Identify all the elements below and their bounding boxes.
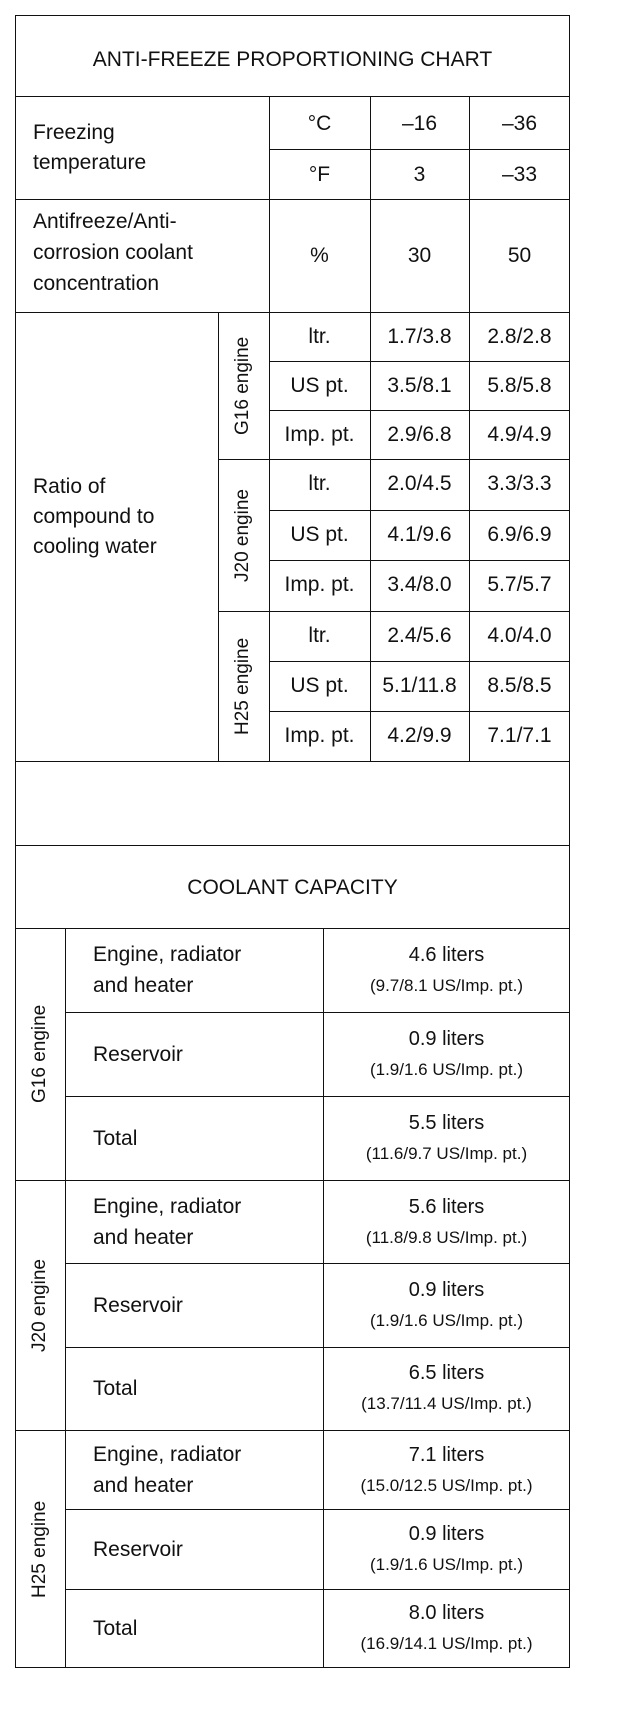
capacity-item: Reservoir xyxy=(93,1042,183,1066)
capacity-engine-rule xyxy=(15,1180,570,1181)
freeze-temp-c-50: –36 xyxy=(501,112,538,135)
ratio-unit: ltr. xyxy=(308,325,331,348)
concentration-label: concentration xyxy=(33,272,160,295)
ratio-unit: Imp. pt. xyxy=(284,573,355,597)
capacity-row-rule xyxy=(65,1263,570,1264)
capacity-pints: (1.9/1.6 US/Imp. pt.) xyxy=(369,1311,524,1330)
capacity-pints: (16.9/14.1 US/Imp. pt.) xyxy=(360,1634,533,1654)
unit-celsius: °C xyxy=(307,112,332,135)
engine-label-j20-engine: J20 engine xyxy=(232,488,253,582)
capacity-engine-rule xyxy=(15,1430,570,1431)
ratio-value-30: 5.1/11.8 xyxy=(382,674,457,697)
capacity-engine-label-g16-engine: G16 engine xyxy=(29,1004,50,1103)
capacity-pints: (9.7/8.1 US/Imp. pt.) xyxy=(369,976,524,995)
capacity-liters: 7.1 liters xyxy=(408,1443,485,1466)
ratio-unit: US pt. xyxy=(290,674,349,697)
ratio-value-50: 2.8/2.8 xyxy=(487,325,552,348)
capacity-liters: 0.9 liters xyxy=(408,1028,485,1050)
ratio-label: cooling water xyxy=(33,535,157,558)
ratio-unit: US pt. xyxy=(290,374,349,397)
capacity-liters: 8.0 liters xyxy=(408,1602,485,1625)
capacity-item: and heater xyxy=(93,1225,194,1249)
ratio-value-50: 7.1/7.1 xyxy=(487,724,552,747)
capacity-row-rule xyxy=(65,1347,570,1348)
capacity-pints: (1.9/1.6 US/Imp. pt.) xyxy=(369,1555,524,1574)
unit-column-rule xyxy=(269,96,270,761)
freezing-temperature-label: Freezing xyxy=(33,121,115,144)
ratio-value-50: 5.7/5.7 xyxy=(487,573,552,597)
ratio-unit: ltr. xyxy=(308,624,331,647)
capacity-pints: (15.0/12.5 US/Imp. pt.) xyxy=(360,1475,533,1495)
capacity-item: and heater xyxy=(93,974,194,997)
capacity-pints: (11.8/9.8 US/Imp. pt.) xyxy=(365,1227,528,1247)
ratio-value-50: 6.9/6.9 xyxy=(487,522,552,546)
capacity-liters: 5.6 liters xyxy=(408,1195,485,1218)
ratio-unit: Imp. pt. xyxy=(284,423,355,446)
antifreeze-title: ANTI-FREEZE PROPORTIONING CHART xyxy=(92,48,493,71)
ratio-unit: ltr. xyxy=(308,472,331,495)
capacity-engine-label-j20-engine: J20 engine xyxy=(29,1258,50,1352)
capacity-engine-column-rule xyxy=(65,928,66,1668)
engine-column-rule xyxy=(218,312,219,761)
freeze-temp-f-30: 3 xyxy=(413,163,426,186)
ratio-value-30: 2.0/4.5 xyxy=(387,472,452,495)
capacity-liters: 0.9 liters xyxy=(408,1523,485,1545)
capacity-row-rule xyxy=(65,1509,570,1510)
ratio-value-50: 3.3/3.3 xyxy=(487,472,552,495)
concentration-label: corrosion coolant xyxy=(33,241,193,264)
capacity-pints: (1.9/1.6 US/Imp. pt.) xyxy=(369,1060,524,1079)
capacity-item: and heater xyxy=(93,1473,194,1497)
capacity-item: Total xyxy=(93,1376,138,1400)
capacity-item: Total xyxy=(93,1126,138,1150)
capacity-item: Total xyxy=(93,1616,138,1640)
ratio-unit: Imp. pt. xyxy=(284,724,355,747)
concentration-label: Antifreeze/Anti- xyxy=(33,210,177,233)
value-50-column-rule xyxy=(469,96,470,761)
capacity-title-rule xyxy=(15,928,570,929)
unit-fahrenheit: °F xyxy=(308,163,331,186)
ratio-value-30: 3.4/8.0 xyxy=(387,573,452,597)
engine-label-h25-engine: H25 engine xyxy=(232,637,253,735)
freezing-temperature-label: temperature xyxy=(33,151,147,174)
ratio-value-50: 4.9/4.9 xyxy=(487,423,552,446)
freezing-row-rule xyxy=(269,149,570,150)
capacity-engine-label-h25-engine: H25 engine xyxy=(29,1500,50,1598)
capacity-row-rule xyxy=(65,1096,570,1097)
capacity-value-column-rule xyxy=(323,928,324,1668)
capacity-item: Reservoir xyxy=(93,1537,183,1561)
capacity-title: COOLANT CAPACITY xyxy=(187,876,398,899)
freeze-temp-f-50: –33 xyxy=(501,163,538,186)
capacity-item: Engine, radiator xyxy=(93,943,242,966)
capacity-item: Engine, radiator xyxy=(93,1194,242,1218)
capacity-pints: (13.7/11.4 US/Imp. pt.) xyxy=(361,1394,532,1414)
capacity-top-rule xyxy=(15,845,570,846)
antifreeze-title-rule xyxy=(15,96,570,97)
ratio-value-30: 1.7/3.8 xyxy=(387,325,452,348)
engine-label-g16-engine: G16 engine xyxy=(232,336,253,435)
capacity-item: Engine, radiator xyxy=(93,1442,242,1466)
capacity-liters: 0.9 liters xyxy=(408,1279,485,1301)
ratio-value-30: 4.2/9.9 xyxy=(387,724,452,747)
capacity-pints: (11.6/9.7 US/Imp. pt.) xyxy=(365,1144,528,1163)
freeze-temp-c-30: –16 xyxy=(401,112,438,135)
capacity-row-rule xyxy=(65,1012,570,1013)
ratio-value-30: 3.5/8.1 xyxy=(387,374,452,397)
capacity-liters: 4.6 liters xyxy=(408,944,485,966)
ratio-value-50: 8.5/8.5 xyxy=(487,674,552,697)
concentration-30: 30 xyxy=(407,244,432,267)
capacity-liters: 5.5 liters xyxy=(408,1112,485,1134)
ratio-value-30: 2.4/5.6 xyxy=(387,624,452,647)
capacity-row-rule xyxy=(65,1589,570,1590)
ratio-label: compound to xyxy=(33,505,155,528)
ratio-value-50: 4.0/4.0 xyxy=(487,624,552,647)
capacity-item: Reservoir xyxy=(93,1293,183,1317)
ratio-value-50: 5.8/5.8 xyxy=(487,374,552,397)
capacity-liters: 6.5 liters xyxy=(408,1362,485,1385)
ratio-unit: US pt. xyxy=(290,522,349,546)
concentration-unit: % xyxy=(310,244,329,267)
ratio-block-rule xyxy=(15,761,570,762)
ratio-label: Ratio of xyxy=(33,475,106,498)
value-30-column-rule xyxy=(370,96,371,761)
ratio-value-30: 2.9/6.8 xyxy=(387,423,452,446)
ratio-value-30: 4.1/9.6 xyxy=(387,522,452,546)
concentration-50: 50 xyxy=(507,244,532,267)
